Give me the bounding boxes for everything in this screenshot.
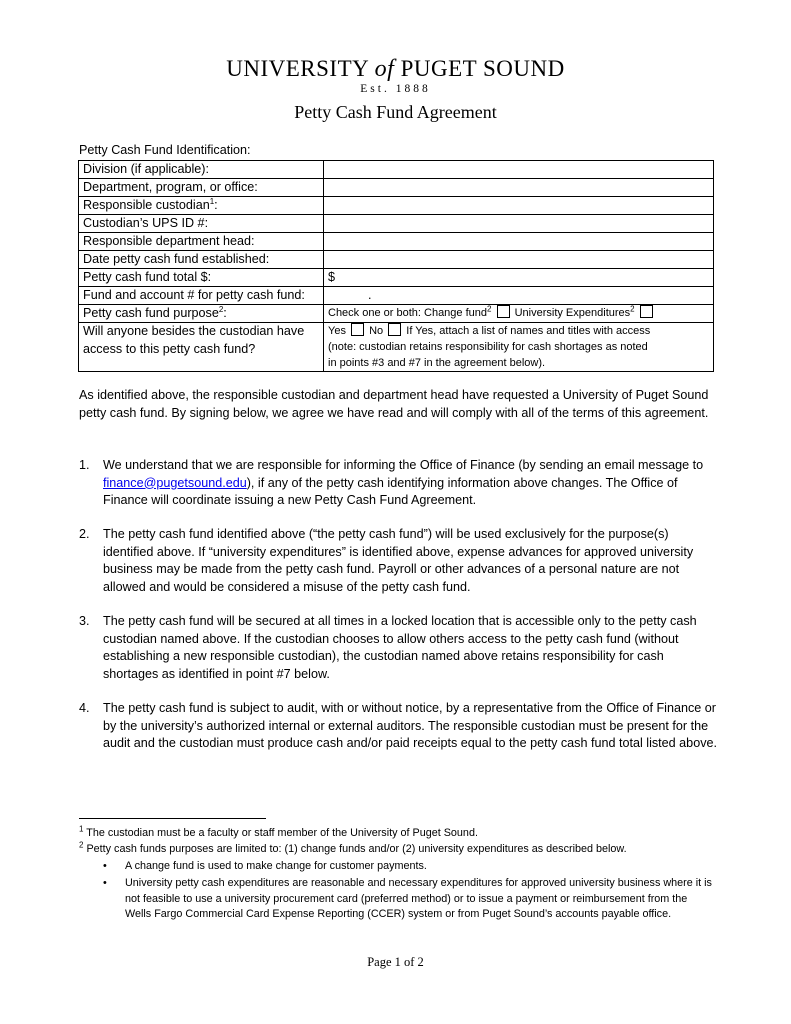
dept-head-label: Responsible department head: <box>79 233 324 251</box>
purpose-label <box>79 305 324 323</box>
yes-checkbox[interactable] <box>351 323 364 336</box>
intro-paragraph: As identified above, the responsible custodian and department head have requested a University of Puget Sound petty cash fund. By signing below, we agree we have read and will comply with all of the terms of this agreement. <box>79 388 709 420</box>
dept-head-field[interactable] <box>324 233 714 251</box>
department-label: Department, program, or office: <box>79 179 324 197</box>
department-field[interactable] <box>324 179 714 197</box>
access-note-line1: If Yes, attach a list of names and titles with access <box>406 325 651 337</box>
agreement-item-4 <box>79 700 719 753</box>
bullet-text: A change fund is used to make change for customer payments. <box>125 860 427 872</box>
purpose-check-text: Check one or both: Change fund <box>328 307 488 319</box>
footnote-divider <box>79 818 266 819</box>
footnote-ref: 1 <box>209 196 215 206</box>
change-fund-checkbox[interactable] <box>497 305 510 318</box>
footnote-text: Petty cash funds purposes are limited to: (1) change funds and/or (2) university expenditures as described below. <box>83 843 627 855</box>
access-field <box>324 323 714 372</box>
fund-total-label: Petty cash fund total $: <box>79 269 324 287</box>
footnote-number: 2 <box>79 840 84 850</box>
custodian-field[interactable] <box>324 197 714 215</box>
footnote-text: The custodian must be a faculty or staff member of the University of Puget Sound. <box>83 827 478 839</box>
item-number: 3. <box>79 614 90 628</box>
fund-account-field[interactable] <box>324 287 714 305</box>
item-text: The petty cash fund will be secured at all times in a locked location that is accessible only to the petty cash custodian named above. If the custodian chooses to allow others access to the petty cash fund (without establishing a new responsible custodian), the custodian named above retains responsibility for cash shortages as identified in point #7 below. <box>103 614 697 681</box>
item-number: 4. <box>79 701 90 715</box>
table-row <box>79 215 714 233</box>
bullet-marker: • <box>103 877 107 889</box>
access-options <box>328 323 709 339</box>
logo-text-of: of <box>374 56 395 82</box>
logo-established: Est. 1888 <box>360 83 431 95</box>
ups-id-field[interactable] <box>324 215 714 233</box>
item-text: The petty cash fund is subject to audit, with or without notice, by a representative from the Office of Finance or by the university’s authorized internal or external auditors. The responsible custodian must be present for the audit and the custodian must produce cash and/or paid receipts equal to the petty cash fund total listed above. <box>103 701 717 750</box>
agreement-item-3 <box>79 613 719 683</box>
agreement-item-2 <box>79 526 719 596</box>
division-field[interactable] <box>324 161 714 179</box>
table-row <box>79 251 714 269</box>
purpose-field <box>324 305 714 323</box>
footnote-2 <box>79 842 719 858</box>
table-row <box>79 323 714 372</box>
form-section-label: Petty Cash Fund Identification: <box>79 143 251 157</box>
footnote-bullet-1 <box>103 859 713 875</box>
table-row <box>79 179 714 197</box>
university-expenditures-checkbox[interactable] <box>640 305 653 318</box>
footnote-ref: 2 <box>487 304 492 314</box>
footnote-number: 1 <box>79 824 84 834</box>
footnote-1 <box>79 826 719 842</box>
fund-account-label: Fund and account # for petty cash fund: <box>79 287 324 305</box>
logo-text-university: UNIVERSITY <box>226 56 369 81</box>
footnote-ref: 2 <box>630 304 635 314</box>
bullet-text: University petty cash expenditures are reasonable and necessary expenditures for approved university business where it is not feasible to use a university procurement card (preferred method) or to issue a payment or reimbursement from the Wells Fargo Commercial Card Expense Reporting (CCER) system or from Puget Sound’s accounts payable office. <box>125 877 712 920</box>
footnote-ref: 2 <box>218 304 224 314</box>
purpose-label-text: Petty cash fund purpose <box>83 306 219 320</box>
item1-text-b: ), if any of the petty cash identifying information above changes. The Office of Finance will coordinate issuing a new Petty Cash Fund Agreement. <box>103 475 678 507</box>
bullet-marker: • <box>103 860 107 872</box>
table-row <box>79 197 714 215</box>
fund-total-field[interactable]: $ <box>324 269 714 287</box>
custodian-label-text: Responsible custodian <box>83 198 210 212</box>
item-number: 1. <box>79 458 90 472</box>
custodian-label <box>79 197 324 215</box>
item-number: 2. <box>79 527 90 541</box>
access-question-label: Will anyone besides the custodian have access to this petty cash fund? <box>79 323 324 372</box>
date-established-label: Date petty cash fund established: <box>79 251 324 269</box>
division-label: Division (if applicable): <box>79 161 324 179</box>
no-checkbox[interactable] <box>388 323 401 336</box>
table-row <box>79 287 714 305</box>
fund-account-separator: . <box>368 288 372 302</box>
university-logo <box>0 56 791 83</box>
table-row <box>79 161 714 179</box>
ups-id-label: Custodian’s UPS ID #: <box>79 215 324 233</box>
custodian-label-colon: : <box>214 198 218 212</box>
access-note-line2: (note: custodian retains responsibility for cash shortages as noted <box>328 341 648 353</box>
agreement-item-1 <box>79 457 719 510</box>
page-title: Petty Cash Fund Agreement <box>294 102 497 122</box>
finance-email-link[interactable]: finance@pugetsound.edu <box>103 475 247 490</box>
table-row <box>79 269 714 287</box>
date-established-field[interactable] <box>324 251 714 269</box>
page-number: Page 1 of 2 <box>367 955 424 969</box>
no-label: No <box>369 325 384 337</box>
item1-text-a: We understand that we are responsible for informing the Office of Finance (by sending an email message to <box>103 458 704 472</box>
yes-label: Yes <box>328 325 346 337</box>
table-row <box>79 305 714 323</box>
table-row <box>79 233 714 251</box>
item-text: The petty cash fund identified above (“the petty cash fund”) will be used exclusively for the purpose(s) identified above. If “university expenditures” is identified above, expense advances for approved university business may be made from the petty cash fund. Payroll or other advances of a personal nature are not allowed and would be considered a misuse of the petty cash fund. <box>103 527 694 594</box>
university-expenditures-label: University Expenditures <box>514 307 631 319</box>
purpose-label-colon: : <box>223 306 227 320</box>
item-text <box>103 457 719 510</box>
footnote-bullet-2 <box>103 876 713 923</box>
identification-table <box>78 160 714 372</box>
logo-text-puget-sound: PUGET SOUND <box>400 56 565 81</box>
access-note-line3: in points #3 and #7 in the agreement below). <box>328 357 546 369</box>
